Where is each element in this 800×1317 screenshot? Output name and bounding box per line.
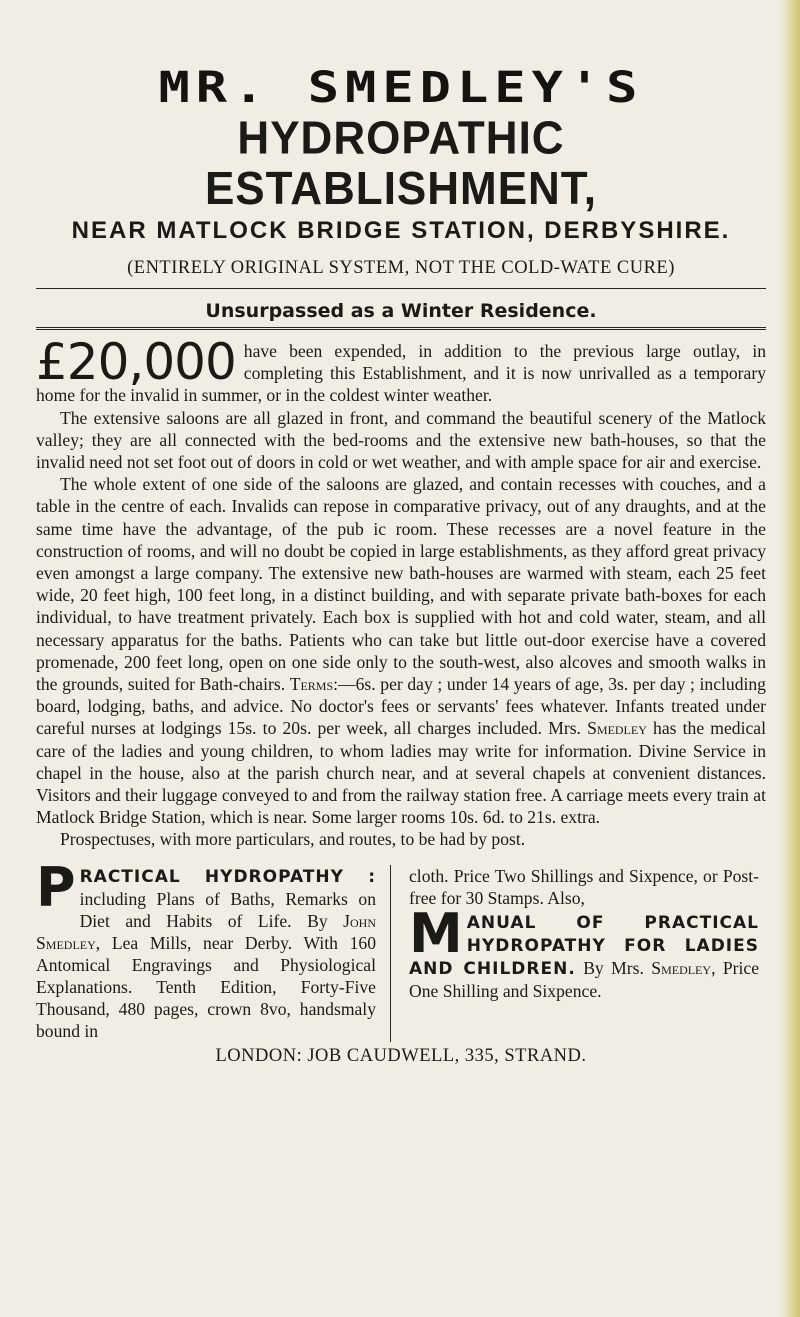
book-columns xyxy=(36,855,766,1042)
title-line-3: NEAR MATLOCK BRIDGE STATION, DERBYSHIRE. xyxy=(71,217,731,244)
title-line-2: HYDROPATHIC ESTABLISHMENT, xyxy=(204,112,598,215)
left-column xyxy=(36,855,391,1042)
right-by: By Mrs. xyxy=(583,957,644,978)
paragraph-3-end: has the medical care of the ladies and young children, to whom ladies may write for information. Divine Service in chapel in the house, also at the parish church near, and at several chapels at convenient distances. Visitors and their luggage conveyed to and from the railway station free. A carriage meets every train at Matlock Bridge Station, which is near. Some larger rooms 10s. 6d. to 21s. extra. xyxy=(36,718,766,828)
paragraph-3-text: The whole extent of one side of the saloons are glazed, and contain recesses with couches, and a table in the centre of each. Invalids can repose in comparative privacy, out of any draughts, and at the same time have the advantage, of the pub ic room. These recesses are a novel feature in the construction of rooms, and will no doubt be copied in large establishments, as they afford great privacy even amongst a large company. The extensive new bath-houses are warmed with steam, each 25 feet wide, 20 feet high, 100 feet long, in a distinct building, and with separate private bath-boxes for each individual, to have treatment privately. Each box is supplied with hot and cold water, steam, and all necessary apparatus for the baths. Patients who can take but little out-door exercise have a covered promenade, 200 feet long, open on one side only to the south-west, also alcoves and smooth walks in the grounds, suited for Bath-chairs. xyxy=(36,474,766,695)
subtitle: (ENTIRELY ORIGINAL SYSTEM, NOT THE COLD-WATE CURE) xyxy=(127,258,675,278)
left-text-a: including Plans of Baths, Remarks on Diet and Habits of Life. By xyxy=(79,888,376,931)
manual-block xyxy=(409,901,760,1002)
paragraph-2: The extensive saloons are all glazed in front, and command the beautiful scenery of the Matlock valley; they are all connected with the bed-rooms and the extensive new bath-houses, so that the invalid need not set foot out of doors in cold or wet weather, and with ample space for air and exercise. xyxy=(36,407,766,473)
terms-text: :—6s. per day ; under 14 years of age, 3s. per day ; including board, lodging, baths, and advice. No doctor's fees or servants' fees whatever. Infants treated under careful nurses at lodgings 15s. to 20s. per week, all charges included. Mrs. xyxy=(36,674,766,739)
drop-cap-p: P xyxy=(36,855,76,919)
left-heading: RACTICAL HYDROPATHY : xyxy=(79,866,376,887)
left-author: John Smedley xyxy=(36,910,376,953)
terms-label: Terms xyxy=(289,674,334,695)
advertisement-page xyxy=(36,60,766,1067)
smedley-name: Smedley xyxy=(587,718,647,739)
publisher-line: LONDON: JOB CAUDWELL, 335, STRAND. xyxy=(215,1045,587,1066)
right-column xyxy=(391,865,759,1042)
title-line-1: MR. SMEDLEY'S xyxy=(158,63,644,113)
page-edge xyxy=(778,0,800,1317)
paragraph-4: Prospectuses, with more particulars, and routes, to be had by post. xyxy=(60,829,526,850)
right-author: Smedley xyxy=(651,957,712,978)
drop-cap-m: M xyxy=(409,901,463,965)
tagline: Unsurpassed as a Winter Residence. xyxy=(205,300,597,322)
paragraph-1-text: have been expended, in addition to the previous large outlay, in completing this Establishment, and it is now unrivalled as a temporary home for the invalid in summer, or in the coldest winter weather. xyxy=(36,341,766,406)
divider-double xyxy=(36,327,766,330)
right-heading: ANUAL OF PRACTICAL HYDROPATHY FOR LADIES AND CHILDREN. xyxy=(409,912,759,979)
body-text xyxy=(36,333,766,851)
divider-top xyxy=(36,288,766,289)
right-text-b: , Price One Shilling and Sixpence. xyxy=(409,957,760,1001)
left-text-b: , Lea Mills, near Derby. With 160 Antomical Engravings and Physiological Explanations. Tenth Edition, Forty-Five Thousand, 480 pages, crown 8vo, handsmaly bound in xyxy=(36,932,376,1041)
amount: £20,000 xyxy=(36,333,236,391)
right-text-a: cloth. Price Two Shillings and Sixpence, or Post-free for 30 Stamps. Also, xyxy=(409,865,759,908)
paragraph-1 xyxy=(36,333,766,407)
paragraph-3 xyxy=(36,473,766,828)
